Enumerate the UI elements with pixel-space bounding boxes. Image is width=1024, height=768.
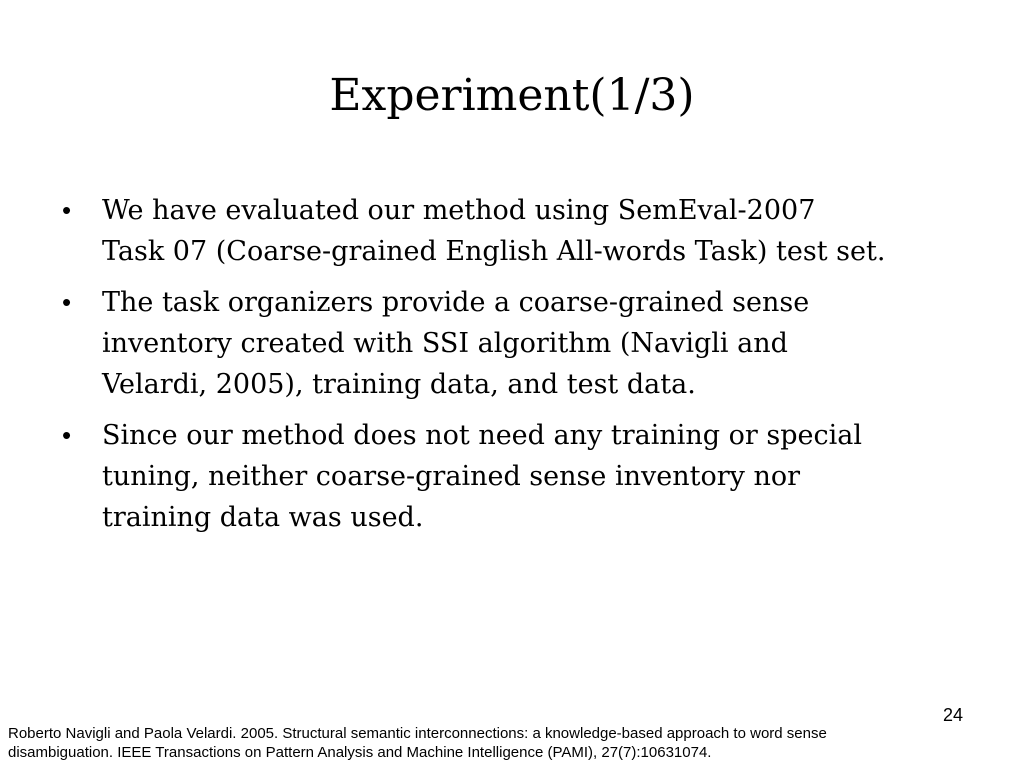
bullet-item: [60, 415, 980, 538]
bullet-line: Since our method does not need any training or special: [102, 420, 862, 451]
bullet-line: inventory created with SSI algorithm (Navigli and: [102, 328, 788, 359]
bullet-line: Task 07 (Coarse-grained English All-words Task) test set.: [102, 236, 886, 267]
footnote-citation: [8, 724, 968, 762]
bullet-dot-icon: •: [62, 287, 72, 317]
bullet-line: The task organizers provide a coarse-grained sense: [102, 287, 810, 318]
bullet-line: tuning, neither coarse-grained sense inventory nor: [102, 461, 800, 492]
bullet-line: Velardi, 2005), training data, and test data.: [102, 369, 696, 400]
footnote-line: Roberto Navigli and Paola Velardi. 2005. Structural semantic interconnections: a knowledge-based approach to word sense: [8, 725, 827, 742]
bullet-item: [60, 190, 980, 272]
footnote-line: disambiguation. IEEE Transactions on Pattern Analysis and Machine Intelligence (PAMI), 27(7):10631074.: [8, 744, 712, 761]
bullet-line: training data was used.: [102, 502, 424, 533]
bullet-line: We have evaluated our method using SemEval-2007: [102, 195, 816, 226]
bullet-list: [60, 190, 980, 548]
bullet-item: [60, 282, 980, 405]
bullet-dot-icon: •: [62, 195, 72, 225]
bullet-dot-icon: •: [62, 420, 72, 450]
slide-title: Experiment(1/3): [329, 70, 695, 121]
page-number: 24: [942, 705, 963, 725]
